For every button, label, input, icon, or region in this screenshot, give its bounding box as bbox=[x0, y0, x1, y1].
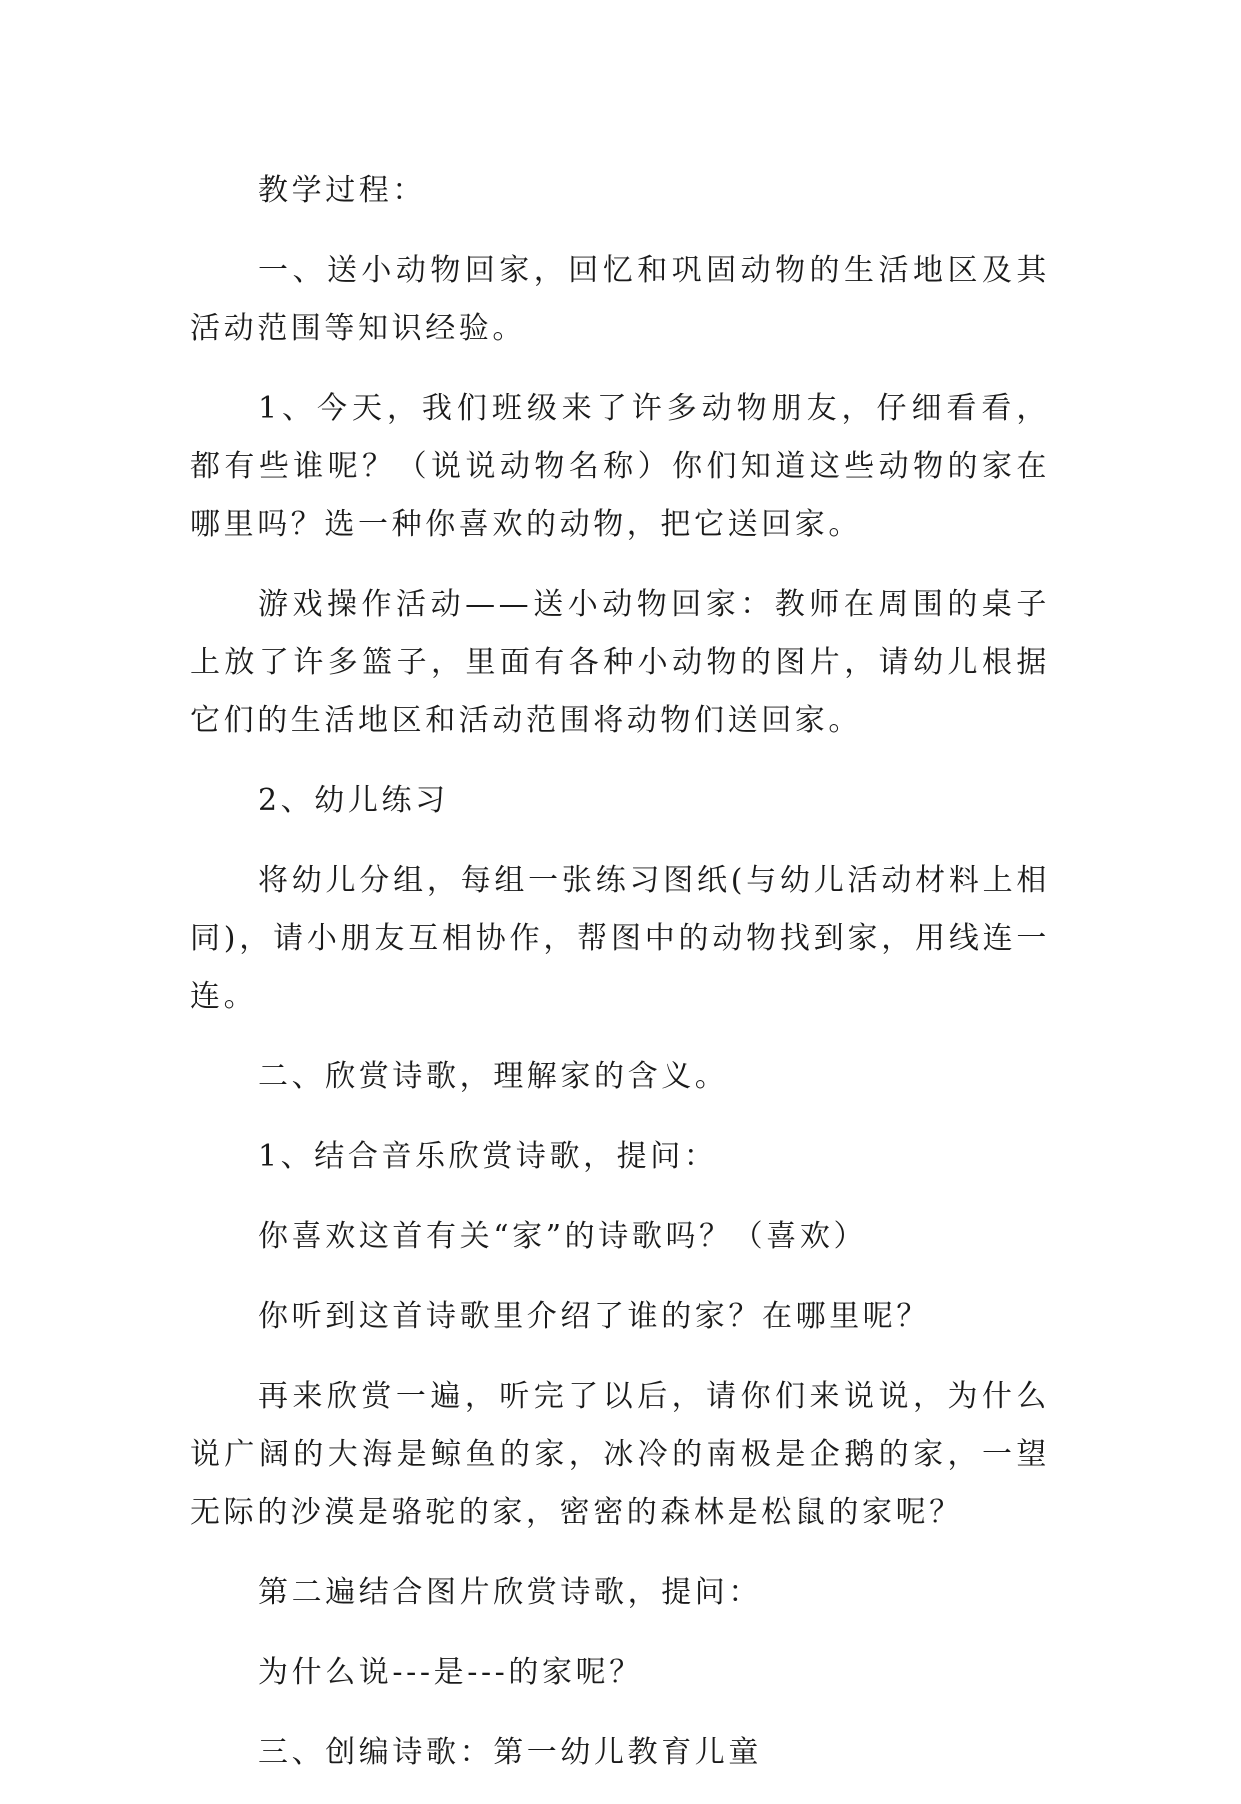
paragraph-section-two: 二、欣赏诗歌，理解家的含义。 bbox=[258, 1059, 729, 1094]
paragraph-music-poem: 1、结合音乐欣赏诗歌，提问： bbox=[258, 1139, 718, 1174]
document-page bbox=[190, 162, 1050, 1804]
paragraph-question-why: 为什么说---是---的家呢？ bbox=[258, 1655, 643, 1690]
paragraph-step-1-intro: 1、今天，我们班级来了许多动物朋友，仔细看看，都有些谁呢？（说说动物名称）你们知道这些动物的家在哪里吗？选一种你喜欢的动物，把它送回家。 bbox=[190, 391, 1050, 542]
paragraph-question-like: 你喜欢这首有关“家”的诗歌吗？（喜欢） bbox=[258, 1219, 868, 1254]
paragraph-section-one: 一、送小动物回家，回忆和巩固动物的生活地区及其活动范围等知识经验。 bbox=[190, 253, 1050, 346]
paragraph-grouping: 将幼儿分组，每组一张练习图纸(与幼儿活动材料上相同)，请小朋友互相协作，帮图中的动物找到家，用线连一连。 bbox=[190, 863, 1050, 1014]
paragraph-second-reading: 第二遍结合图片欣赏诗歌，提问： bbox=[258, 1575, 762, 1610]
paragraph-section-three: 三、创编诗歌：第一幼儿教育儿童 bbox=[258, 1735, 762, 1770]
paragraph-question-whose-home: 你听到这首诗歌里介绍了谁的家？在哪里呢？ bbox=[258, 1299, 930, 1334]
paragraph-step-2-practice: 2、幼儿练习 bbox=[258, 783, 449, 818]
paragraph-appreciate-again: 再来欣赏一遍，听完了以后，请你们来说说，为什么说广阔的大海是鲸鱼的家，冰冷的南极是企鹅的家，一望无际的沙漠是骆驼的家，密密的森林是松鼠的家呢？ bbox=[190, 1379, 1050, 1530]
paragraph-game-activity: 游戏操作活动——送小动物回家：教师在周围的桌子上放了许多篮子，里面有各种小动物的图片，请幼儿根据它们的生活地区和活动范围将动物们送回家。 bbox=[190, 587, 1050, 738]
paragraph-teaching-process: 教学过程： bbox=[258, 173, 426, 208]
